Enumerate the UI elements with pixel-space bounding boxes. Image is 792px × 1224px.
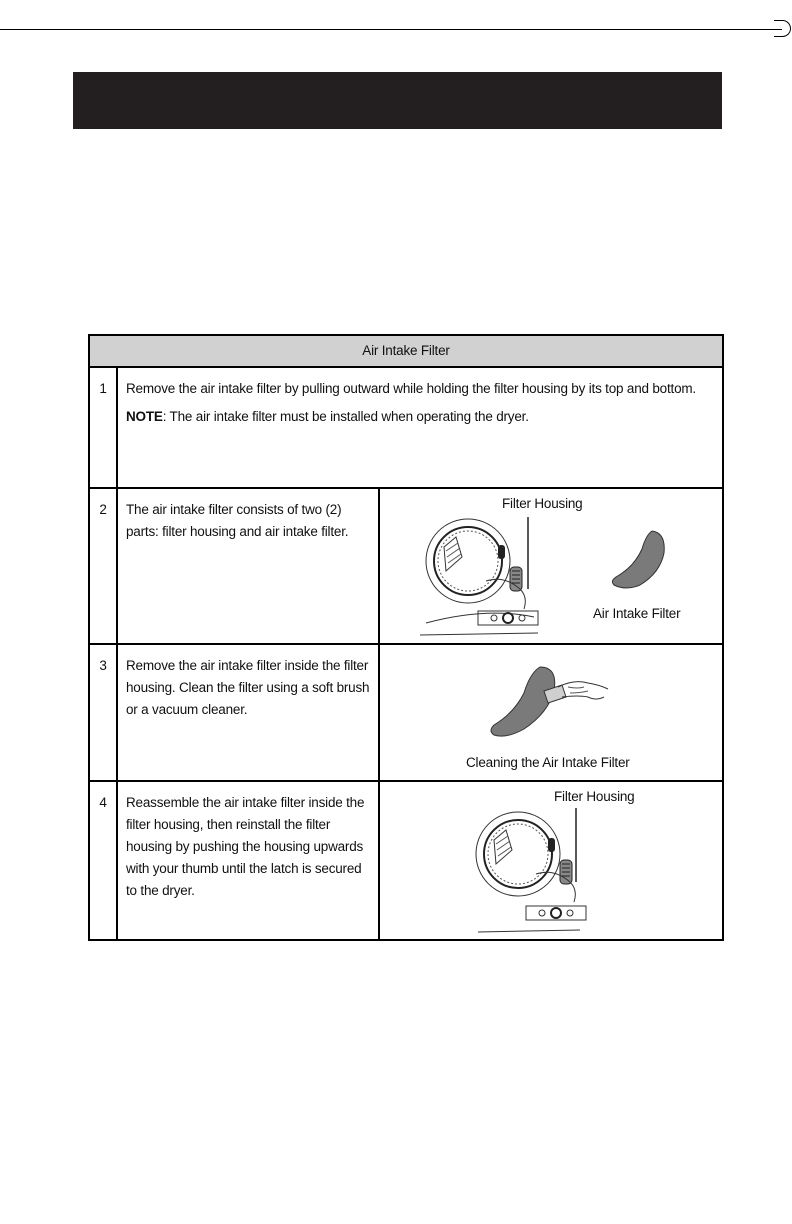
air-intake-filter-table: [88, 334, 724, 941]
step-number: 1: [89, 367, 117, 488]
label-filter-housing: Filter Housing: [554, 789, 635, 804]
dryer-filter-parts-illustration: [379, 488, 723, 644]
note: [126, 406, 714, 428]
section-header-bar: [73, 72, 722, 129]
step-text: Remove the air intake filter inside the filter housing. Clean the filter using a soft brush or a vacuum cleaner.: [117, 644, 379, 781]
note-text: : The air intake filter must be installed when operating the dryer.: [162, 409, 529, 424]
reassemble-housing-illustration: [379, 781, 723, 940]
label-air-intake-filter: Air Intake Filter: [593, 606, 681, 621]
label-cleaning-filter: Cleaning the Air Intake Filter: [466, 755, 630, 770]
top-rule: [0, 29, 782, 30]
table-row: [89, 781, 723, 940]
note-label: NOTE: [126, 409, 163, 424]
top-rule-cap: [774, 20, 791, 37]
step-text: Reassemble the air intake filter inside the filter housing, then reinstall the filter housing by pushing the housing upwards with your thumb until the latch is secured to the dryer.: [117, 781, 379, 940]
cleaning-filter-illustration: [379, 644, 723, 781]
label-filter-housing: Filter Housing: [502, 496, 583, 511]
step-number: 2: [89, 488, 117, 644]
table-row: [89, 488, 723, 644]
table-title: Air Intake Filter: [89, 335, 723, 367]
dryer-reassembly-icon: [472, 808, 592, 936]
air-intake-filter-icon: [608, 527, 668, 593]
step-text: Remove the air intake filter by pulling outward while holding the filter housing by its top and bottom.: [126, 381, 696, 396]
filter-and-hand-icon: [484, 661, 614, 743]
dryer-icon: [416, 517, 546, 641]
step-number: 3: [89, 644, 117, 781]
step-text-cell: [117, 367, 723, 488]
table-row: [89, 644, 723, 781]
step-number: 4: [89, 781, 117, 940]
step-text: The air intake filter consists of two (2) parts: filter housing and air intake filter.: [117, 488, 379, 644]
table-row: [89, 367, 723, 488]
